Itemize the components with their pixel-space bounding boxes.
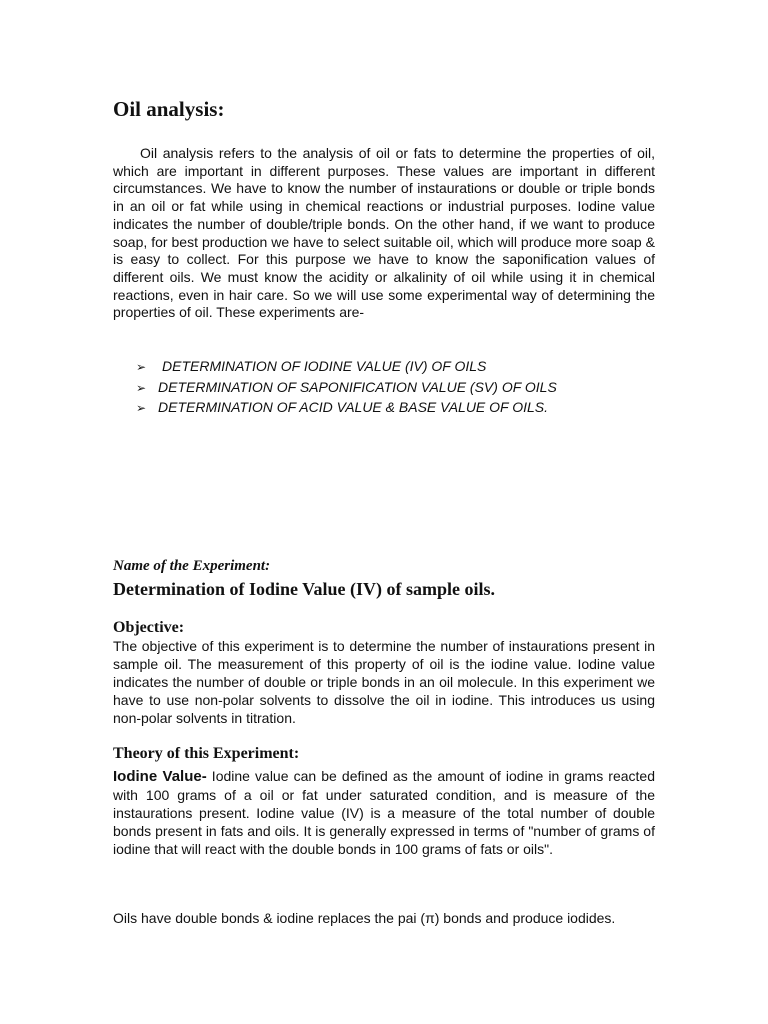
experiment-list xyxy=(136,357,557,419)
iodine-value-label: Iodine Value- xyxy=(113,768,207,785)
list-item-text: DETERMINATION OF SAPONIFICATION VALUE (SV) OF OILS xyxy=(158,378,557,395)
double-bond-note: Oils have double bonds & iodine replaces the pai (π) bonds and produce iodides. xyxy=(113,910,616,926)
experiment-title: Determination of Iodine Value (IV) of sample oils. xyxy=(113,579,495,599)
theory-heading: Theory of this Experiment: xyxy=(113,745,300,762)
objective-heading: Objective: xyxy=(113,619,185,636)
list-item xyxy=(136,378,557,399)
list-item-text: DETERMINATION OF IODINE VALUE (IV) OF OILS xyxy=(162,358,487,374)
document-title: Oil analysis: xyxy=(113,97,225,121)
experiment-name-label: Name of the Experiment: xyxy=(113,558,271,574)
iodine-value-text: Iodine value can be defined as the amount of iodine in grams reacted with 100 grams of a oil or fat under saturated condition, and is measure of the instaurations present. Iodine value (IV) is a measure of the total number of double bonds present in fats and oils. It is generally expressed in terms of "number of grams of iodine that will react with the double bonds in 100 grams of fats or oils". xyxy=(113,768,655,858)
objective-text: The objective of this experiment is to determine the number of instaurations present in sample oil. The measurement of this property of oil is the iodine value. Iodine value indicates the number of double or triple bonds in an oil molecule. In this experiment we have to use non-polar solvents to dissolve the oil in iodine. This introduces us using non-polar solvents in titration. xyxy=(113,638,655,727)
arrow-bullet-icon: ➢ xyxy=(136,401,147,415)
arrow-bullet-icon: ➢ xyxy=(136,380,147,395)
intro-paragraph: Oil analysis refers to the analysis of oil or fats to determine the properties of oil, which are important in different purposes. These values are important in different circumstances. We have to know the number of instaurations or double or triple bonds in an oil or fat while using in chemical reactions or industrial purposes. Iodine value indicates the number of double/triple bonds. On the other hand, if we want to produce soap, for best production we have to select suitable oil, which will produce more soap & is easy to collect. For this purpose we have to know the saponification values of different oils. We must know the acidity or alkalinity of oil while using it in chemical reactions, even in hair care. So we will use some experimental way of determining the properties of oil. These experiments are- xyxy=(113,145,655,321)
list-item-text: DETERMINATION OF ACID VALUE & BASE VALUE OF OILS. xyxy=(158,399,549,415)
list-item xyxy=(136,357,557,378)
arrow-bullet-icon: ➢ xyxy=(136,360,147,374)
list-item xyxy=(136,398,557,419)
iodine-value-paragraph xyxy=(113,767,655,858)
